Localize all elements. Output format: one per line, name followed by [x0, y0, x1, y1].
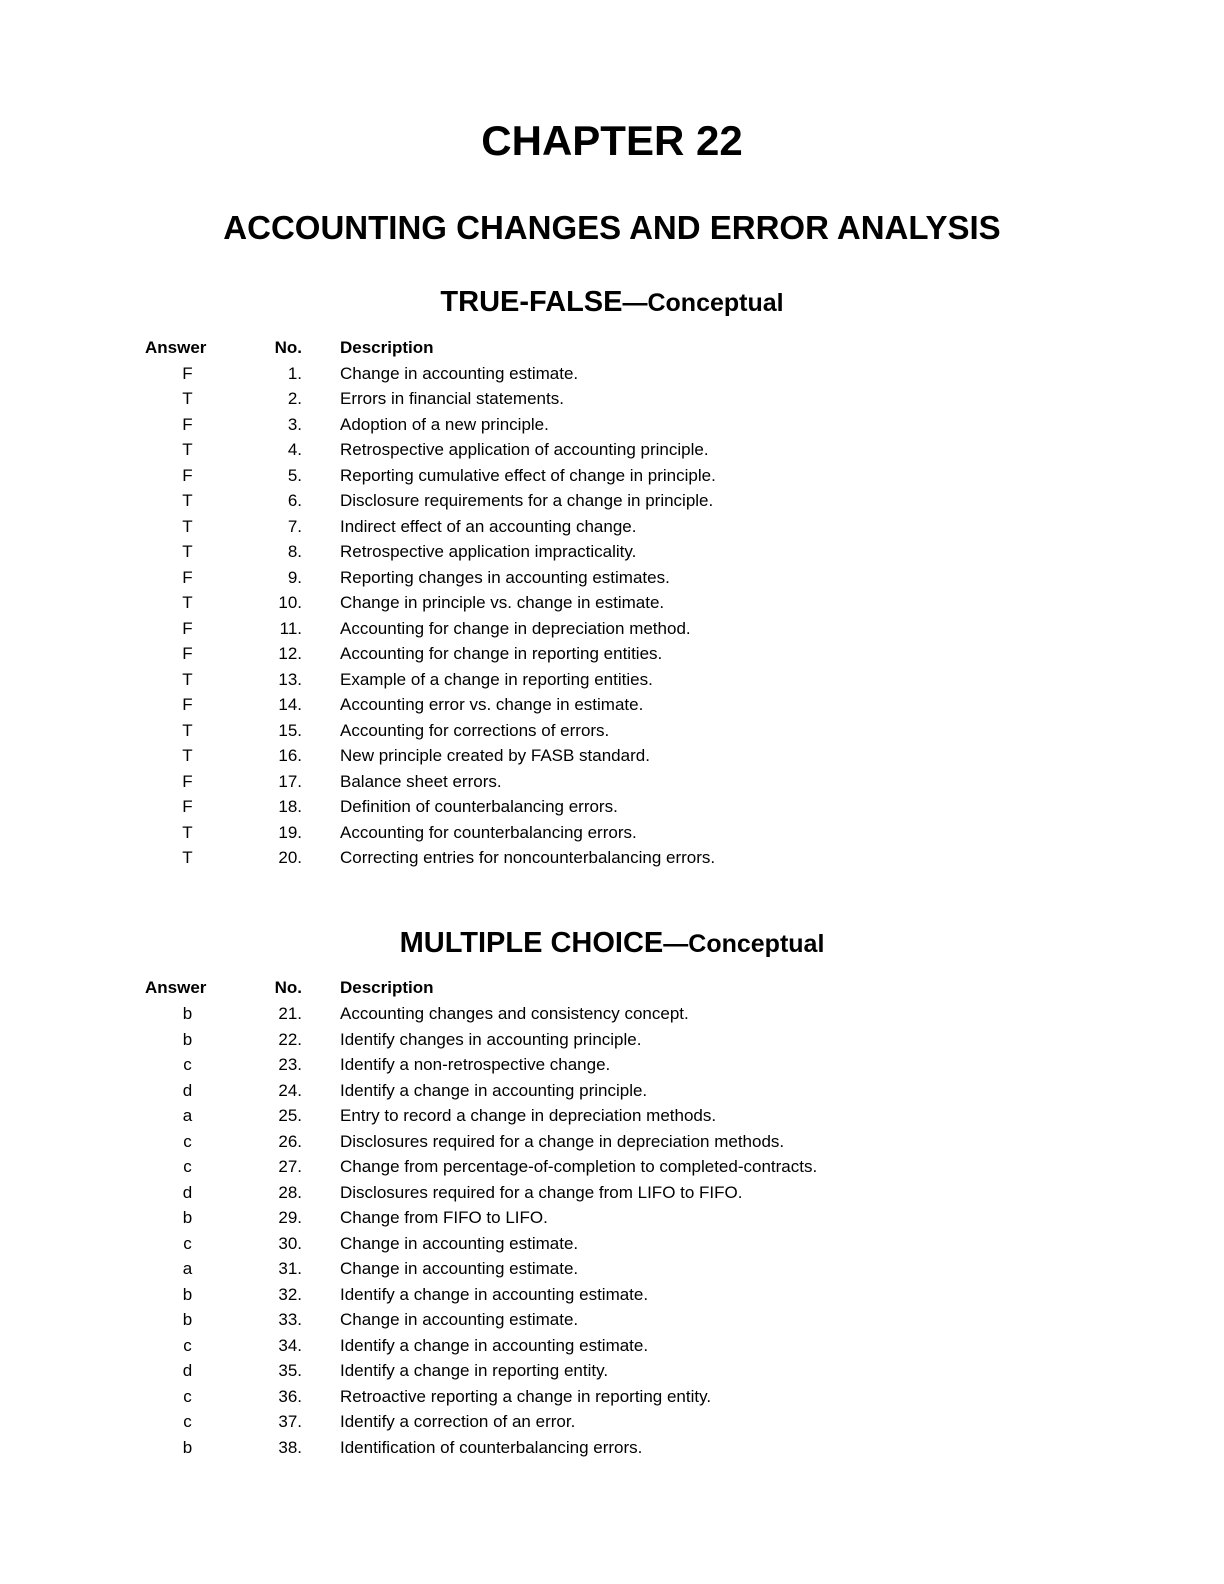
- chapter-subtitle: ACCOUNTING CHANGES AND ERROR ANALYSIS: [223, 209, 1001, 247]
- question-row: [145, 641, 1079, 667]
- question-row: [145, 1078, 1079, 1104]
- answer-cell: T: [182, 516, 193, 536]
- question-row: [145, 1001, 1079, 1027]
- column-header-description: Description: [340, 978, 434, 998]
- answer-cell: T: [182, 720, 193, 740]
- table-header-row: [145, 974, 1079, 1001]
- question-row: [145, 820, 1079, 846]
- number-cell: 35.: [278, 1361, 302, 1381]
- answer-cell: T: [182, 389, 193, 409]
- question-row: [145, 1256, 1079, 1282]
- number-cell: 36.: [278, 1386, 302, 1406]
- number-cell: 28.: [278, 1182, 302, 1202]
- description-cell: Identify a change in accounting principle.: [340, 1080, 648, 1100]
- number-cell: 17.: [278, 771, 302, 791]
- description-cell: Change from percentage-of-completion to completed-contracts.: [340, 1157, 818, 1177]
- description-cell: Errors in financial statements.: [340, 389, 564, 409]
- question-row: [145, 769, 1079, 795]
- answer-cell: b: [182, 1437, 193, 1457]
- answer-cell: F: [182, 644, 193, 664]
- number-cell: 20.: [278, 848, 302, 868]
- answer-cell: T: [182, 746, 193, 766]
- description-cell: Reporting cumulative effect of change in principle.: [340, 465, 716, 485]
- number-cell: 30.: [278, 1233, 302, 1253]
- question-row: [145, 692, 1079, 718]
- column-header-no: No.: [274, 978, 302, 998]
- table-header-row: [145, 334, 1079, 361]
- section-heading-true-false: [145, 286, 1079, 319]
- section-heading-multiple-choice: [145, 927, 1079, 960]
- answer-cell: F: [182, 618, 193, 638]
- answer-cell: c: [183, 1386, 192, 1406]
- question-row: [145, 794, 1079, 820]
- description-cell: Identify changes in accounting principle.: [340, 1029, 642, 1049]
- question-row: [145, 1358, 1079, 1384]
- answer-cell: b: [182, 1284, 193, 1304]
- number-cell: 2.: [287, 389, 302, 409]
- number-cell: 14.: [278, 695, 302, 715]
- question-row: [145, 488, 1079, 514]
- number-cell: 22.: [278, 1029, 302, 1049]
- answer-cell: c: [183, 1055, 192, 1075]
- answer-cell: T: [182, 491, 193, 511]
- answer-cell: c: [183, 1335, 192, 1355]
- answer-cell: b: [182, 1029, 193, 1049]
- number-cell: 9.: [287, 567, 302, 587]
- description-cell: Indirect effect of an accounting change.: [340, 516, 637, 536]
- number-cell: 37.: [278, 1412, 302, 1432]
- number-cell: 25.: [278, 1106, 302, 1126]
- number-cell: 4.: [287, 440, 302, 460]
- number-cell: 13.: [278, 669, 302, 689]
- description-cell: Change in accounting estimate.: [340, 1233, 579, 1253]
- section-heading-sub: —Conceptual: [663, 929, 825, 958]
- answer-cell: c: [183, 1131, 192, 1151]
- answer-cell: b: [182, 1310, 193, 1330]
- number-cell: 5.: [287, 465, 302, 485]
- number-cell: 34.: [278, 1335, 302, 1355]
- question-row: [145, 1231, 1079, 1257]
- description-cell: Accounting for change in depreciation method.: [340, 618, 691, 638]
- answer-cell: F: [182, 771, 193, 791]
- description-cell: Identify a non-retrospective change.: [340, 1055, 611, 1075]
- description-cell: Disclosure requirements for a change in principle.: [340, 491, 714, 511]
- answer-cell: F: [182, 414, 193, 434]
- description-cell: Definition of counterbalancing errors.: [340, 797, 618, 817]
- answer-cell: d: [182, 1182, 193, 1202]
- question-row: [145, 1435, 1079, 1461]
- number-cell: 11.: [279, 618, 302, 638]
- question-row: [145, 539, 1079, 565]
- question-row: [145, 1129, 1079, 1155]
- question-row: [145, 1333, 1079, 1359]
- description-cell: Retrospective application of accounting principle.: [340, 440, 709, 460]
- question-row: [145, 616, 1079, 642]
- answer-cell: T: [182, 542, 193, 562]
- question-row: [145, 386, 1079, 412]
- number-cell: 24.: [278, 1080, 302, 1100]
- answer-cell: F: [182, 567, 193, 587]
- question-row: [145, 565, 1079, 591]
- column-header-no: No.: [274, 337, 302, 357]
- number-cell: 19.: [278, 822, 302, 842]
- question-row: [145, 1384, 1079, 1410]
- number-cell: 26.: [278, 1131, 302, 1151]
- question-row: [145, 412, 1079, 438]
- section-multiple-choice: [145, 927, 1079, 1460]
- description-cell: Change from FIFO to LIFO.: [340, 1208, 548, 1228]
- description-cell: Disclosures required for a change from LIFO to FIFO.: [340, 1182, 743, 1202]
- number-cell: 8.: [287, 542, 302, 562]
- question-row: [145, 667, 1079, 693]
- answer-cell: F: [182, 797, 193, 817]
- number-cell: 3.: [287, 414, 302, 434]
- description-cell: New principle created by FASB standard.: [340, 746, 650, 766]
- number-cell: 33.: [278, 1310, 302, 1330]
- section-heading-main: MULTIPLE CHOICE: [399, 926, 664, 959]
- number-cell: 16.: [278, 746, 302, 766]
- answer-cell: d: [182, 1361, 193, 1381]
- answer-cell: F: [182, 465, 193, 485]
- answer-cell: c: [183, 1233, 192, 1253]
- number-cell: 12.: [278, 644, 302, 664]
- description-cell: Reporting changes in accounting estimates.: [340, 567, 670, 587]
- number-cell: 29.: [278, 1208, 302, 1228]
- answer-cell: T: [182, 822, 193, 842]
- question-row: [145, 1205, 1079, 1231]
- question-row: [145, 1103, 1079, 1129]
- description-cell: Retroactive reporting a change in reporting entity.: [340, 1386, 712, 1406]
- question-row: [145, 718, 1079, 744]
- question-row: [145, 1282, 1079, 1308]
- description-cell: Disclosures required for a change in depreciation methods.: [340, 1131, 785, 1151]
- answer-cell: a: [182, 1259, 193, 1279]
- answer-cell: c: [183, 1157, 192, 1177]
- number-cell: 1.: [287, 363, 302, 383]
- description-cell: Identify a change in reporting entity.: [340, 1361, 609, 1381]
- answer-cell: c: [183, 1412, 192, 1432]
- question-row: [145, 1154, 1079, 1180]
- description-cell: Correcting entries for noncounterbalancing errors.: [340, 848, 716, 868]
- description-cell: Change in accounting estimate.: [340, 363, 579, 383]
- question-row: [145, 463, 1079, 489]
- description-cell: Change in accounting estimate.: [340, 1259, 579, 1279]
- question-row: [145, 437, 1079, 463]
- description-cell: Accounting changes and consistency concept.: [340, 1004, 689, 1024]
- number-cell: 38.: [278, 1437, 302, 1457]
- description-cell: Identify a change in accounting estimate.: [340, 1335, 649, 1355]
- description-cell: Identify a change in accounting estimate.: [340, 1284, 649, 1304]
- answer-cell: F: [182, 695, 193, 715]
- description-cell: Change in accounting estimate.: [340, 1310, 579, 1330]
- number-cell: 18.: [278, 797, 302, 817]
- question-row: [145, 590, 1079, 616]
- number-cell: 15.: [278, 720, 302, 740]
- column-header-answer: Answer: [145, 978, 207, 998]
- description-cell: Retrospective application impracticality.: [340, 542, 637, 562]
- question-row: [145, 845, 1079, 871]
- true-false-table: [145, 334, 1079, 871]
- section-heading-main: TRUE-FALSE: [440, 286, 623, 319]
- question-row: [145, 514, 1079, 540]
- chapter-title: CHAPTER 22: [481, 117, 743, 164]
- description-cell: Identification of counterbalancing errors.: [340, 1437, 643, 1457]
- number-cell: 10.: [278, 593, 302, 613]
- question-row: [145, 1052, 1079, 1078]
- question-row: [145, 1180, 1079, 1206]
- number-cell: 31.: [278, 1259, 302, 1279]
- answer-cell: T: [182, 440, 193, 460]
- question-row: [145, 1409, 1079, 1435]
- number-cell: 23.: [278, 1055, 302, 1075]
- answer-cell: T: [182, 669, 193, 689]
- number-cell: 27.: [278, 1157, 302, 1177]
- answer-cell: b: [182, 1004, 193, 1024]
- number-cell: 21.: [278, 1004, 302, 1024]
- description-cell: Accounting for change in reporting entities.: [340, 644, 663, 664]
- answer-cell: a: [182, 1106, 193, 1126]
- description-cell: Adoption of a new principle.: [340, 414, 549, 434]
- answer-cell: b: [182, 1208, 193, 1228]
- question-row: [145, 1027, 1079, 1053]
- question-row: [145, 743, 1079, 769]
- answer-cell: d: [182, 1080, 193, 1100]
- number-cell: 6.: [287, 491, 302, 511]
- section-true-false: [145, 286, 1079, 870]
- description-cell: Balance sheet errors.: [340, 771, 502, 791]
- answer-cell: F: [182, 363, 193, 383]
- column-header-description: Description: [340, 337, 434, 357]
- answer-cell: T: [182, 848, 193, 868]
- description-cell: Entry to record a change in depreciation methods.: [340, 1106, 717, 1126]
- section-heading-sub: —Conceptual: [622, 289, 784, 318]
- description-cell: Accounting for counterbalancing errors.: [340, 822, 637, 842]
- description-cell: Accounting for corrections of errors.: [340, 720, 610, 740]
- description-cell: Accounting error vs. change in estimate.: [340, 695, 644, 715]
- answer-cell: T: [182, 593, 193, 613]
- column-header-answer: Answer: [145, 337, 207, 357]
- description-cell: Example of a change in reporting entities.: [340, 669, 653, 689]
- number-cell: 32.: [278, 1284, 302, 1304]
- multiple-choice-table: [145, 974, 1079, 1460]
- description-cell: Identify a correction of an error.: [340, 1412, 576, 1432]
- question-row: [145, 1307, 1079, 1333]
- number-cell: 7.: [287, 516, 302, 536]
- description-cell: Change in principle vs. change in estimate.: [340, 593, 665, 613]
- question-row: [145, 361, 1079, 387]
